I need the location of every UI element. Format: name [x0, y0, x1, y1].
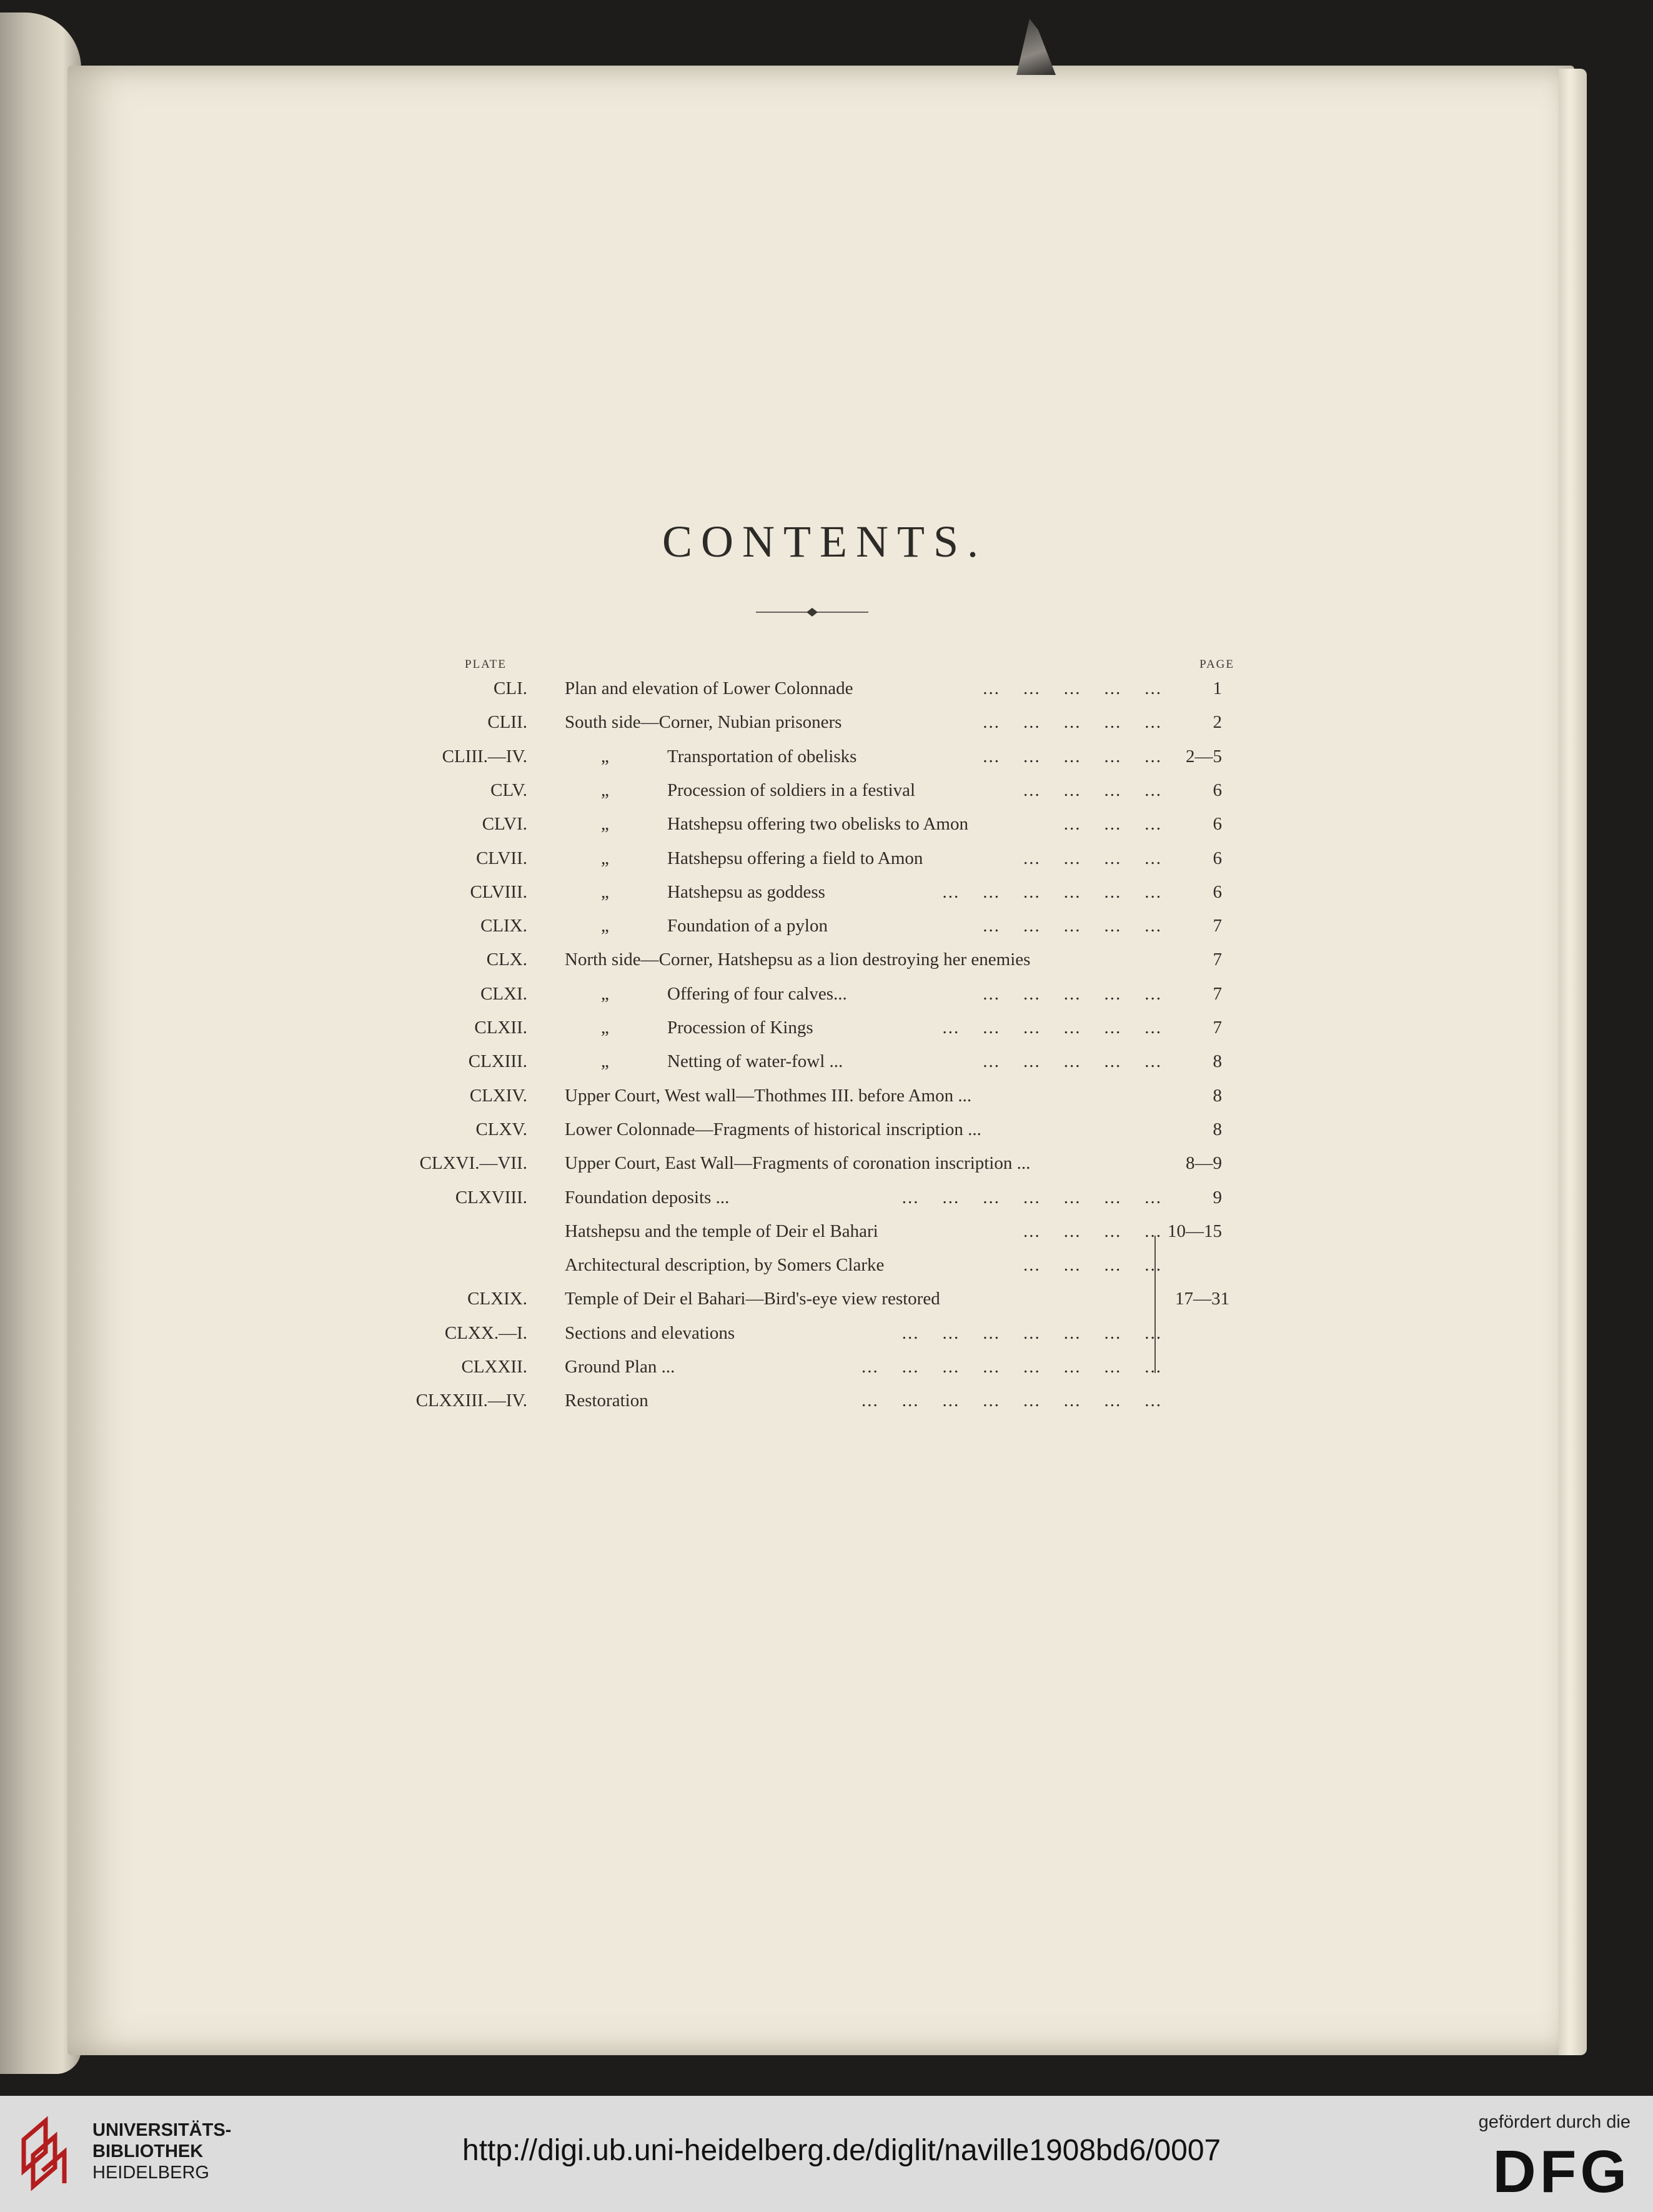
leader-dots: ... ... ... ... ... ... ... ... [861, 1357, 1162, 1377]
torn-paper-corner [1012, 19, 1056, 75]
plate-column-header: PLATE [465, 658, 507, 671]
entry-title: Hatshepsu as goddess [667, 881, 825, 902]
page-number: 2—5 [1186, 746, 1222, 766]
entry-title: Offering of four calves... [667, 983, 847, 1004]
plate-number: CLXVI.—VII. [419, 1153, 527, 1174]
leader-dots: ... ... ... ... ... [983, 1051, 1162, 1072]
leader-dots: ... ... ... ... ... [971, 712, 1162, 733]
ornament-rule-icon [756, 606, 868, 618]
toc-row [0, 1214, 1653, 1248]
page-number: 6 [1213, 780, 1222, 800]
ditto-mark: „ [601, 746, 609, 766]
dfg-logo-icon: DFG [1492, 2138, 1631, 2205]
ditto-mark: „ [601, 916, 609, 936]
page-number: 1 [1213, 678, 1222, 698]
entry-title: North side—Corner, Hatshepsu as a lion destroying her enemies [565, 950, 1031, 970]
entry-title: Lower Colonnade—Fragments of historical inscription ... [565, 1119, 981, 1139]
ditto-mark: „ [601, 1051, 609, 1072]
ditto-mark: „ [601, 780, 609, 800]
entry-title: South side—Corner, Nubian prisoners [565, 712, 842, 733]
plate-number: CLXIV. [469, 1085, 527, 1106]
toc-row [0, 977, 1653, 1011]
leader-dots: ... ... ... ... ... [960, 916, 1162, 936]
page-number: 8 [1213, 1085, 1222, 1106]
plate-number: CLXI. [480, 983, 527, 1004]
footer-bar [0, 2096, 1653, 2212]
toc-row [0, 1350, 1653, 1384]
page-number: 7 [1213, 916, 1222, 936]
page-number: 8 [1213, 1051, 1222, 1072]
toc-row [0, 1079, 1653, 1113]
toc-row [0, 1248, 1653, 1282]
plate-number: CLXXIII.—IV. [415, 1391, 527, 1411]
page-number: 7 [1213, 950, 1222, 970]
university-library-logo-icon [17, 2115, 80, 2196]
leader-dots: ... ... ... ... [1023, 848, 1162, 868]
plate-number: CLXIII. [468, 1051, 527, 1072]
plate-number: CLXXII. [461, 1357, 527, 1377]
entry-title: Foundation of a pylon [667, 916, 828, 936]
entry-title: Restoration [565, 1391, 648, 1411]
entry-title: Hatshepsu and the temple of Deir el Bahari [565, 1221, 878, 1241]
entry-title: Ground Plan ... [565, 1357, 675, 1377]
leader-dots: ... ... ... ... ... ... ... [901, 1322, 1162, 1343]
leader-dots: ... ... ... ... ... ... ... ... [861, 1391, 1162, 1411]
toc-row [0, 740, 1653, 773]
ditto-mark: „ [601, 881, 609, 902]
page-number: 8 [1213, 1119, 1222, 1139]
leader-dots: ... ... ... ... [1023, 1221, 1162, 1241]
toc-row [0, 1113, 1653, 1146]
plate-number: CLVII. [476, 848, 527, 868]
toc-row [0, 705, 1653, 739]
toc-row [0, 943, 1653, 976]
page-number: 6 [1213, 881, 1222, 902]
toc-row [0, 1181, 1653, 1214]
toc-row [0, 672, 1653, 705]
plate-number: CLXII. [474, 1018, 527, 1038]
page-number: 2 [1213, 712, 1222, 733]
entry-title: Upper Court, East Wall—Fragments of coronation inscription ... [565, 1153, 1031, 1174]
entry-title: Transportation of obelisks [667, 746, 857, 766]
library-name-line1: UNIVERSITÄTS- [92, 2120, 232, 2140]
leader-dots: ... ... ... ... ... [983, 983, 1162, 1004]
page-number: 6 [1213, 814, 1222, 835]
entry-title: Hatshepsu offering two obelisks to Amon [667, 814, 968, 835]
toc-row [0, 1044, 1653, 1078]
page-number: 8—9 [1186, 1153, 1222, 1174]
entry-title: Upper Court, West wall—Thothmes III. before Amon ... [565, 1085, 972, 1106]
page-number: 6 [1213, 848, 1222, 868]
entry-title: Plan and elevation of Lower Colonnade [565, 678, 853, 698]
plate-number: CLXX.—I. [444, 1322, 527, 1343]
leader-dots: ... ... ... ... ... ... [942, 1018, 1162, 1038]
plate-number: CLI. [494, 678, 527, 698]
plate-number: CLXV. [475, 1119, 527, 1139]
page-column-header: PAGE [1199, 658, 1234, 671]
library-name-line2: BIBLIOTHEK [92, 2141, 204, 2161]
toc-row [0, 1316, 1653, 1350]
toc-row [0, 841, 1653, 875]
grouped-page-range: 17—31 [1175, 1289, 1229, 1309]
entry-title: Temple of Deir el Bahari—Bird's-eye view restored [565, 1289, 940, 1309]
ditto-mark: „ [601, 814, 609, 835]
plate-number: CLIX. [480, 916, 527, 936]
plate-number: CLXIX. [467, 1289, 527, 1309]
plate-number: CLXVIII. [455, 1187, 527, 1208]
plate-number: CLX. [486, 950, 527, 970]
plate-number: CLV. [490, 780, 527, 800]
toc-row [0, 875, 1653, 909]
leader-dots: ... ... ... ... [1023, 780, 1162, 800]
leader-dots: ... ... ... ... ... [971, 746, 1162, 766]
toc-row [0, 1282, 1653, 1316]
toc-row [0, 773, 1653, 807]
plate-number: CLVIII. [470, 881, 527, 902]
toc-row [0, 807, 1653, 841]
ditto-mark: „ [601, 1018, 609, 1038]
page-number: 9 [1213, 1187, 1222, 1208]
leader-dots: ... ... ... ... [1023, 1255, 1162, 1276]
funding-text: gefördert durch die [1478, 2112, 1631, 2132]
toc-row [0, 909, 1653, 943]
library-name-line3: HEIDELBERG [92, 2163, 209, 2183]
toc-row [0, 1146, 1653, 1180]
toc-row [0, 1384, 1653, 1417]
toc-row [0, 1011, 1653, 1044]
entry-title: Sections and elevations [565, 1322, 735, 1343]
plate-number: CLVI. [482, 814, 527, 835]
entry-title: Foundation deposits ... [565, 1187, 730, 1208]
leader-dots: ... ... ... ... ... ... ... [890, 1187, 1162, 1208]
plate-number: CLIII.—IV. [442, 746, 527, 766]
page-number: 7 [1213, 1018, 1222, 1038]
entry-title: Architectural description, by Somers Clarke [565, 1255, 885, 1276]
leader-dots: ... ... ... [1063, 814, 1162, 835]
entry-title: Procession of soldiers in a festival [667, 780, 916, 800]
grouping-brace [1154, 1236, 1164, 1373]
leader-dots: ... ... ... ... ... [983, 678, 1162, 698]
page-title: CONTENTS. [662, 517, 987, 567]
ditto-mark: „ [601, 848, 609, 868]
ditto-mark: „ [601, 983, 609, 1004]
library-name [92, 2120, 231, 2183]
entry-title: Netting of water-fowl ... [667, 1051, 843, 1072]
leader-dots: ... ... ... ... ... ... [942, 881, 1162, 902]
plate-number: CLII. [487, 712, 527, 733]
document-url-link[interactable]: http://digi.ub.uni-heidelberg.de/diglit/naville1908bd6/0007 [462, 2134, 1221, 2167]
entry-title: Hatshepsu offering a field to Amon [667, 848, 923, 868]
page-number: 7 [1213, 983, 1222, 1004]
entry-title: Procession of Kings [667, 1018, 813, 1038]
page-number: 10—15 [1168, 1221, 1222, 1241]
